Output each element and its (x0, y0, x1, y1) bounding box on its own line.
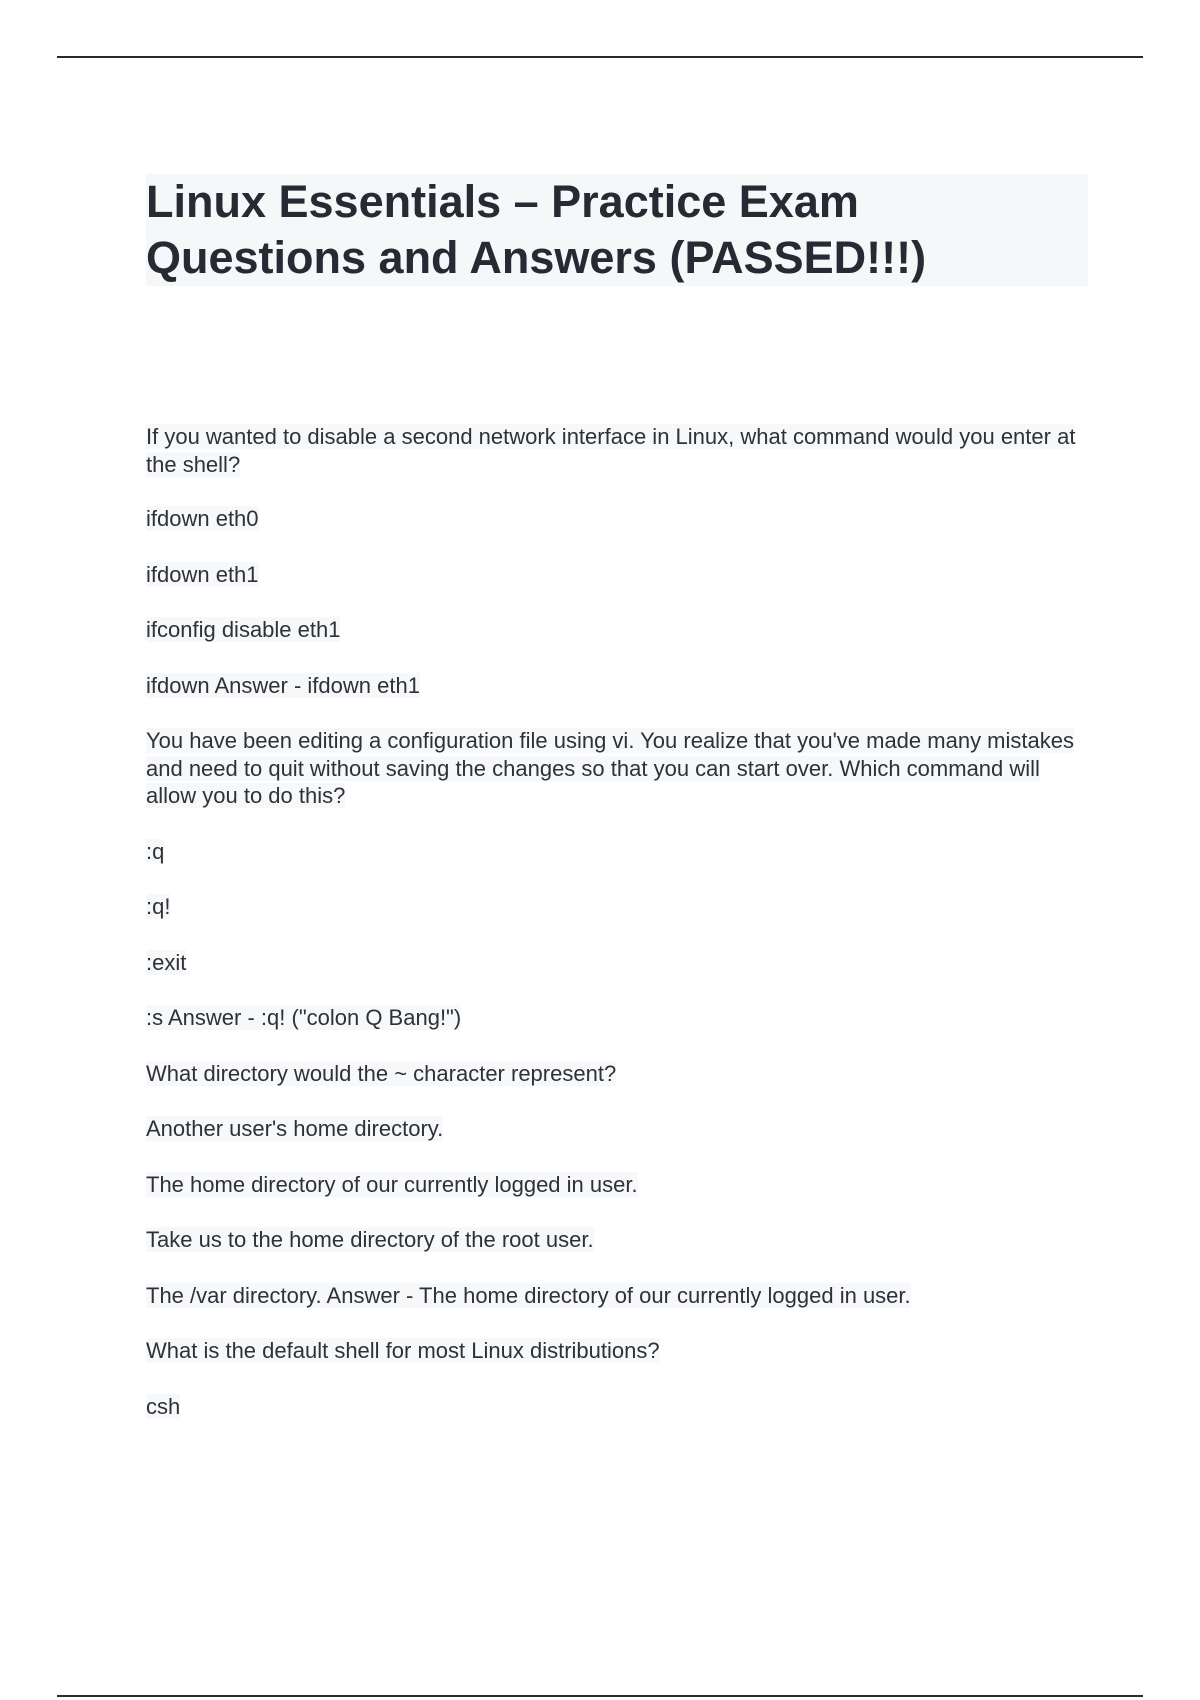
answer-text: The /var directory. Answer - The home directory of our currently logged in user. (146, 1282, 911, 1308)
option-text: Another user's home directory. (146, 1116, 444, 1141)
option-text: ifdown eth1 (146, 561, 259, 587)
question-3: What directory would the ~ character represent? (146, 1060, 617, 1086)
title-line-2: Questions and Answers (PASSED!!!) (146, 232, 927, 283)
question-1: If you wanted to disable a second network interface in Linux, what command would you enter at the shell? (146, 424, 1076, 477)
question-4: What is the default shell for most Linux distributions? (146, 1338, 660, 1363)
option-text: :q! (146, 894, 171, 919)
answer-text: ifdown Answer - ifdown eth1 (146, 672, 420, 698)
option-text: Take us to the home directory of the root user. (146, 1227, 594, 1252)
option-text: The home directory of our currently logged in user. (146, 1171, 638, 1197)
option-text: ifconfig disable eth1 (146, 617, 341, 642)
title-line-1: Linux Essentials – Practice Exam (146, 176, 859, 227)
option-text: csh (146, 1393, 181, 1419)
option-text: :exit (146, 949, 187, 975)
bottom-rule (57, 1695, 1143, 1697)
top-rule (57, 56, 1143, 58)
option-text: ifdown eth0 (146, 506, 259, 531)
document-title (146, 174, 1088, 286)
answer-text: :s Answer - :q! ("colon Q Bang!") (146, 1005, 462, 1030)
option-text: :q (146, 838, 165, 864)
document-body (146, 423, 1088, 1420)
question-2: You have been editing a configuration file using vi. You realize that you've made many mistakes and need to quit without saving the changes so that you can start over. Which command will allow you to do this? (146, 728, 1074, 808)
